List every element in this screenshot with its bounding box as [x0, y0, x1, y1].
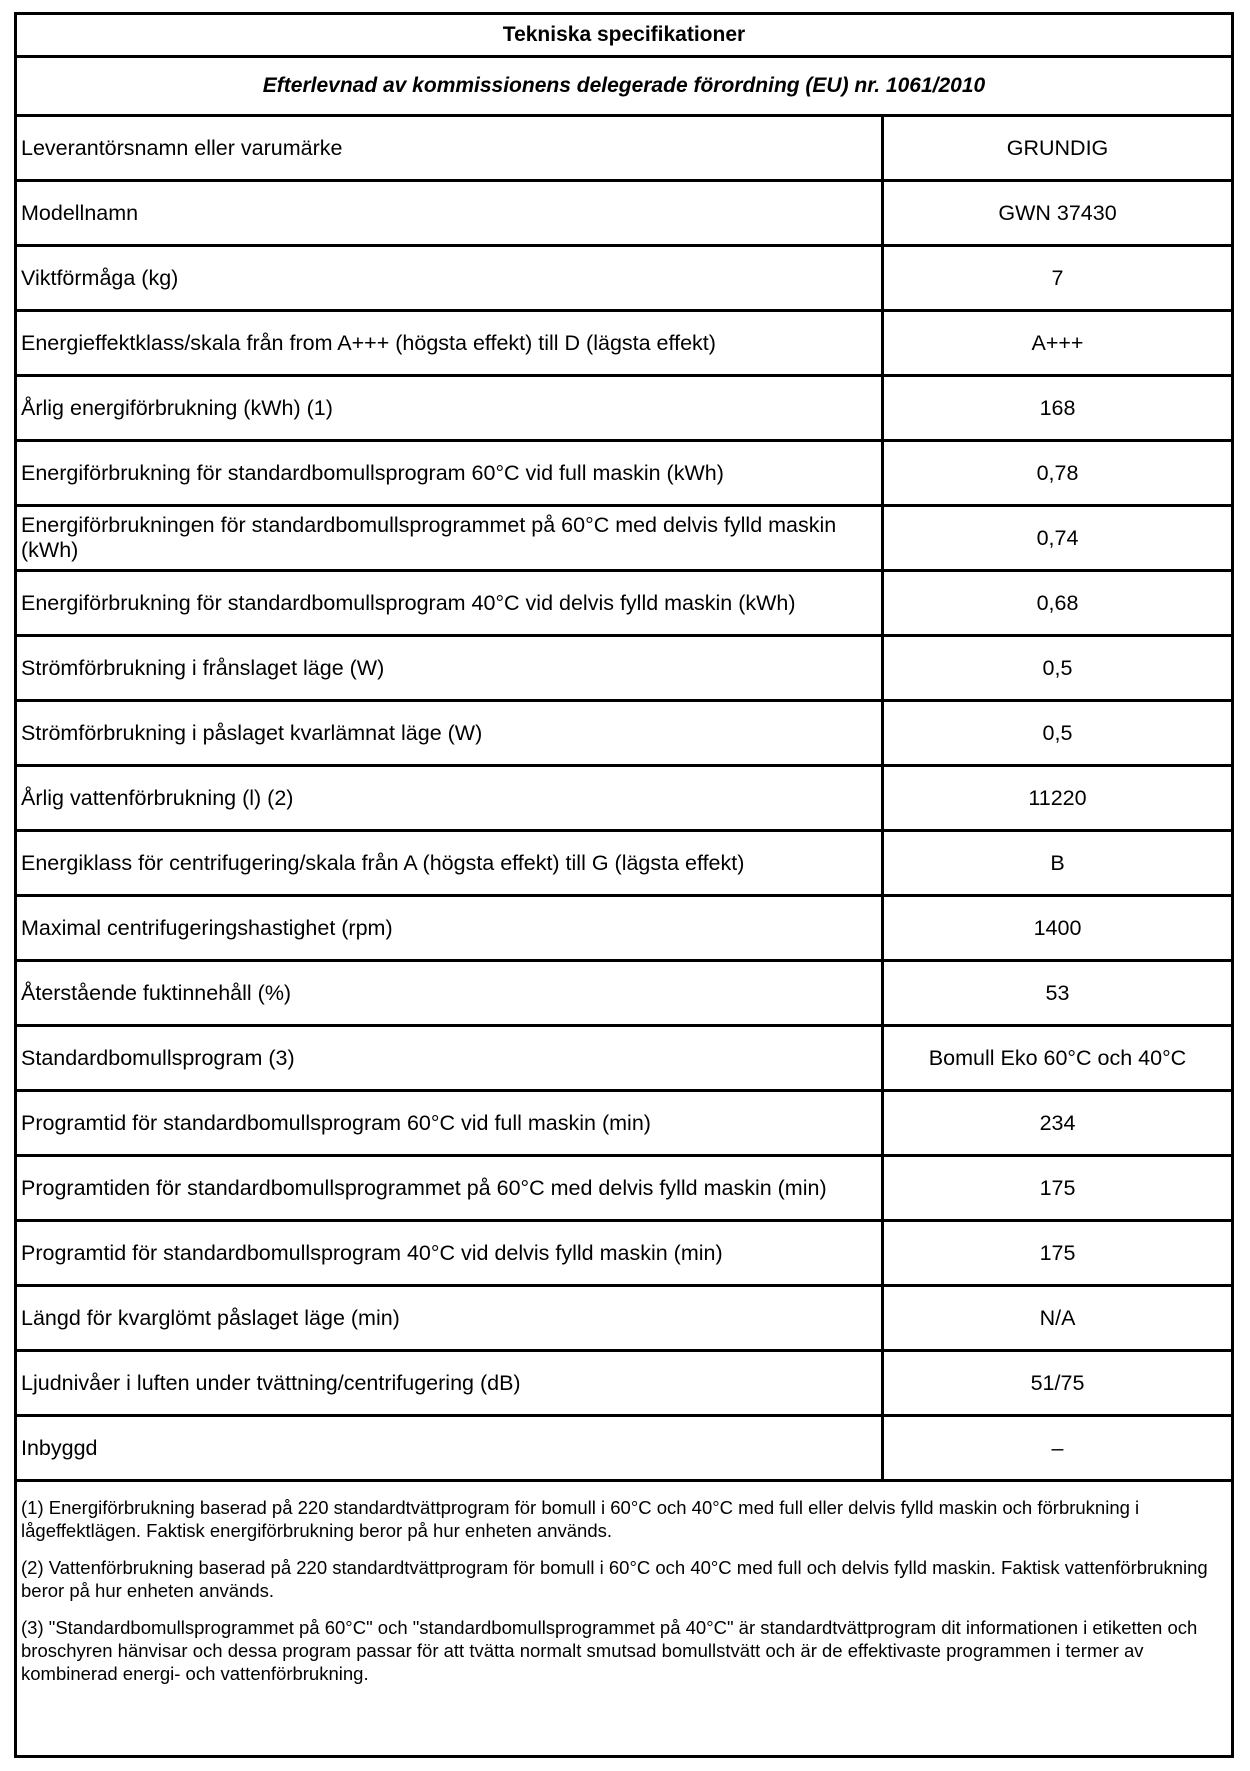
row-label: Årlig energiförbrukning (kWh) (1)	[17, 377, 884, 439]
row-value: GRUNDIG	[1006, 135, 1109, 160]
spec-sheet	[14, 12, 1234, 1758]
table-row	[17, 442, 1231, 507]
table-row	[17, 377, 1231, 442]
row-value: GWN 37430	[998, 200, 1117, 225]
table-row	[17, 702, 1231, 767]
row-label: Modellnamn	[17, 182, 884, 244]
row-label: Återstående fuktinnehåll (%)	[17, 962, 884, 1024]
table-row	[17, 312, 1231, 377]
sheet-subtitle: Efterlevnad av kommissionens delegerade förordning (EU) nr. 1061/2010	[17, 58, 1231, 117]
sheet-title: Tekniska specifikationer	[17, 15, 1231, 58]
table-row	[17, 182, 1231, 247]
table-row	[17, 507, 1231, 572]
row-value: Bomull Eko 60°C och 40°C	[928, 1045, 1187, 1070]
row-label: Energiförbrukning för standardbomullsprogram 40°C vid delvis fylld maskin (kWh)	[17, 572, 884, 634]
row-label: Energieffektklass/skala från from A+++ (högsta effekt) till D (lägsta effekt)	[17, 312, 884, 374]
row-label: Längd för kvarglömt påslaget läge (min)	[17, 1287, 884, 1349]
row-label: Programtid för standardbomullsprogram 40°C vid delvis fylld maskin (min)	[17, 1222, 884, 1284]
row-value: 7	[1051, 265, 1064, 290]
row-value: 0,74	[1036, 525, 1079, 550]
table-row	[17, 247, 1231, 312]
row-label: Viktförmåga (kg)	[17, 247, 884, 309]
table-row	[17, 1352, 1231, 1417]
table-row	[17, 962, 1231, 1027]
row-label: Standardbomullsprogram (3)	[17, 1027, 884, 1089]
row-label: Inbyggd	[17, 1417, 884, 1479]
row-value: 0,5	[1042, 720, 1073, 745]
row-value: 0,78	[1036, 460, 1079, 485]
row-value: –	[1051, 1435, 1064, 1460]
row-value: 0,68	[1036, 590, 1079, 615]
table-row	[17, 637, 1231, 702]
table-row	[17, 1157, 1231, 1222]
table-row	[17, 1092, 1231, 1157]
row-value: 11220	[1028, 785, 1087, 810]
row-value: 175	[1039, 1240, 1076, 1265]
row-label: Leverantörsnamn eller varumärke	[17, 117, 884, 179]
row-value: A+++	[1031, 330, 1084, 355]
row-value: 175	[1039, 1175, 1076, 1200]
row-value: B	[1050, 850, 1065, 875]
spec-table	[17, 117, 1231, 1482]
table-row	[17, 832, 1231, 897]
row-label: Programtiden för standardbomullsprogrammet på 60°C med delvis fylld maskin (min)	[17, 1157, 884, 1219]
table-row	[17, 1417, 1231, 1482]
row-value: N/A	[1039, 1305, 1076, 1330]
row-value: 0,5	[1042, 655, 1073, 680]
table-row	[17, 572, 1231, 637]
row-label: Maximal centrifugeringshastighet (rpm)	[17, 897, 884, 959]
row-label: Energiförbrukning för standardbomullsprogram 60°C vid full maskin (kWh)	[17, 442, 884, 504]
row-label: Strömförbrukning i påslaget kvarlämnat läge (W)	[17, 702, 884, 764]
table-row	[17, 767, 1231, 832]
table-row	[17, 1287, 1231, 1352]
table-row	[17, 1222, 1231, 1287]
footnote-2: (2) Vattenförbrukning baserad på 220 standardtvättprogram för bomull i 60°C och 40°C med full och delvis fylld maskin. Faktisk vattenförbrukning beror på hur enheten används.	[21, 1557, 1208, 1601]
row-label: Årlig vattenförbrukning (l) (2)	[17, 767, 884, 829]
row-value: 168	[1039, 395, 1076, 420]
table-row	[17, 117, 1231, 182]
row-value: 234	[1039, 1110, 1076, 1135]
row-label: Energiklass för centrifugering/skala från A (högsta effekt) till G (lägsta effekt)	[17, 832, 884, 894]
footnotes	[17, 1482, 1231, 1755]
row-label: Energiförbrukningen för standardbomullsprogrammet på 60°C med delvis fylld maskin (kWh)	[17, 507, 884, 569]
row-label: Strömförbrukning i frånslaget läge (W)	[17, 637, 884, 699]
footnote-3: (3) "Standardbomullsprogrammet på 60°C" och "standardbomullsprogrammet på 40°C" är standardtvättprogram dit informationen i etiketten och broschyren hänvisar och dessa program passar för att tvätta normalt smutsad bomullstvätt och är de effektivaste programmen i termer av kombinerad energi- och vattenförbrukning.	[21, 1617, 1198, 1684]
row-label: Ljudnivåer i luften under tvättning/centrifugering (dB)	[17, 1352, 884, 1414]
row-value: 51/75	[1030, 1370, 1085, 1395]
row-label: Programtid för standardbomullsprogram 60°C vid full maskin (min)	[17, 1092, 884, 1154]
row-value: 53	[1045, 980, 1070, 1005]
footnote-1: (1) Energiförbrukning baserad på 220 standardtvättprogram för bomull i 60°C och 40°C med full eller delvis fylld maskin och förbrukning i lågeffektlägen. Faktisk energiförbrukning beror på hur enheten används.	[21, 1497, 1140, 1541]
table-row	[17, 1027, 1231, 1092]
row-value: 1400	[1033, 915, 1082, 940]
table-row	[17, 897, 1231, 962]
